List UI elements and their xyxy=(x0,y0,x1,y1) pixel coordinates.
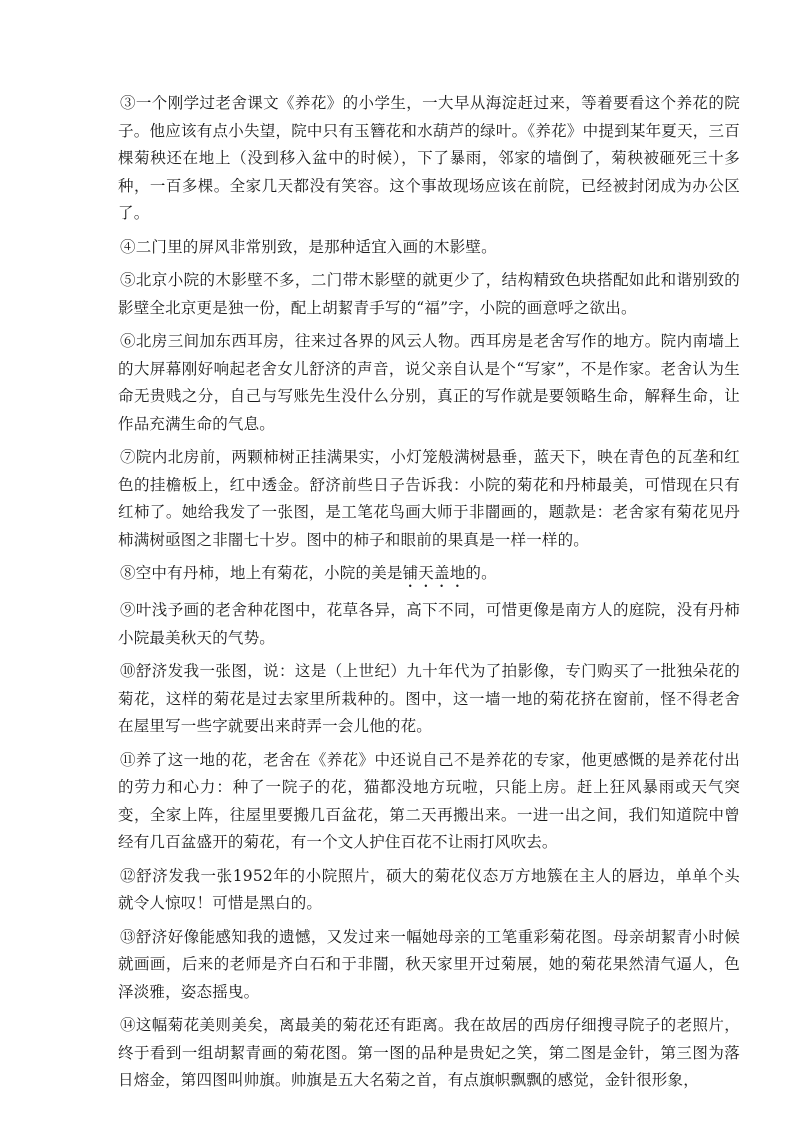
paragraph-13 xyxy=(118,924,740,1007)
paragraph-11 xyxy=(118,747,740,857)
paragraph-text-post: 的。 xyxy=(465,564,497,582)
paragraph-12 xyxy=(118,863,740,918)
paragraph-text-pre: 空中有丹柿，地上有菊花，小院的美是 xyxy=(135,564,403,582)
paragraph-14 xyxy=(118,1012,740,1095)
paragraph-number: ⑭ xyxy=(120,1016,136,1034)
paragraph-number: ⑧ xyxy=(120,564,136,582)
paragraph-text: 舒济好像能感知我的遗憾，又发过来一幅她母亲的工笔重彩菊花图。母亲胡絜青小时候就画画，后来的老师是齐白石和于非闇，秋天家里开过菊展，她的菊花果然清气逼人，色泽淡雅，姿态摇曳。 xyxy=(118,927,740,1001)
paragraph-number: ⑤ xyxy=(120,271,136,289)
paragraph-text: 二门里的屏风非常别致，是那种适宜入画的木影壁。 xyxy=(135,237,497,256)
paragraph-8 xyxy=(118,560,740,591)
paragraph-number: ⑦ xyxy=(120,448,136,466)
paragraph-number: ③ xyxy=(120,94,136,112)
paragraph-number: ⑨ xyxy=(120,601,136,619)
paragraph-text: 舒济发我一张1952年的小院照片，硕大的菊花仪态万方地簇在主人的唇边，单单个头就令人惊叹！可惜是黑白的。 xyxy=(118,866,741,912)
paragraph-text: 叶浅予画的老舍种花图中，花草各异，高下不同，可惜更像是南方人的庭院，没有丹柿小院最美秋天的气势。 xyxy=(118,601,740,647)
paragraph-text: 舒济发我一张图，说：这是（上世纪）九十年代为了拍影像，专门购买了一批独朵花的菊花，这样的菊花是过去家里所栽种的。图中，这一墙一地的菊花挤在窗前，怪不得老舍在屋里写一些字就要出来莳弄一会儿他的花。 xyxy=(118,662,740,735)
paragraph-text: 北房三间加东西耳房，往来过各界的风云人物。西耳房是老舍写作的地方。院内南墙上的大屏幕刚好响起老舍女儿舒济的声音，说父亲自认是个“写家”，不是作家。老舍认为生命无贵贱之分，自己与写账先生没什么分别，真正的写作就是要领略生命，解释生命，让作品充满生命的气息。 xyxy=(118,332,740,433)
paragraph-text: 北京小院的木影壁不多，二门带木影壁的就更少了，结构精致色块搭配如此和谐别致的影壁全北京更是独一份，配上胡絜青手写的“福”字，小院的画意呼之欲出。 xyxy=(118,271,740,317)
paragraph-6 xyxy=(118,328,740,438)
emphasized-phrase: 铺天盖地 xyxy=(402,564,466,582)
paragraph-text: 这幅菊花美则美矣，离最美的菊花还有距离。我在故居的西房仔细搜寻院子的老照片，终于看到一组胡絜青画的菊花图。第一图的品种是贵妃之笑，第二图是金针，第三图为落日熔金，第四图叫帅旗。帅旗是五大名菊之首，有点旗帜飘飘的感觉，金针很形象， xyxy=(118,1016,740,1089)
paragraph-text: 一个刚学过老舍课文《养花》的小学生，一大早从海淀赶过来，等着要看这个养花的院子。他应该有点小失望，院中只有玉簪花和水葫芦的绿叶。《养花》中提到某年夏天，三百棵菊秧还在地上（没到移入盆中的时候），下了暴雨，邻家的墙倒了，菊秧被砸死三十多种，一百多棵。全家几天都没有笑容。这个事故现场应该在前院，已经被封闭成为办公区了。 xyxy=(118,94,740,222)
paragraph-number: ⑬ xyxy=(120,927,136,946)
paragraph-text: 养了这一地的花，老舍在《养花》中还说自己不是养花的专家，他更感慨的是养花付出的劳力和心力：种了一院子的花，猫都没地方玩啦，只能上房。赶上狂风暴雨或天气突变，全家上阵，往屋里要搬几百盆花，第二天再搬出来。一进一出之间，我们知道院中曾经有几百盆盛开的菊花，有一个文人护住百花不让雨打风吹去。 xyxy=(118,750,740,851)
paragraph-5 xyxy=(118,267,740,322)
paragraph-number: ⑥ xyxy=(120,332,136,350)
paragraph-number: ⑪ xyxy=(120,750,136,769)
paragraph-9 xyxy=(118,597,740,652)
paragraph-text: 院内北房前，两颗柿树正挂满果实，小灯笼般满树悬垂，蓝天下，映在青色的瓦垄和红色的挂檐板上，红中透金。舒济前些日子告诉我：小院的菊花和丹柿最美，可惜现在只有红柿了。她给我发了一张图，是工笔花鸟画大师于非闇画的，题款是：老舍家有菊花见丹柿满树亟图之非闇七十岁。图中的柿子和眼前的果真是一样一样的。 xyxy=(118,448,740,549)
paragraph-10 xyxy=(118,658,740,741)
paragraph-number: ④ xyxy=(120,237,136,256)
paragraph-4 xyxy=(118,234,740,262)
paragraph-7 xyxy=(118,444,740,554)
paragraph-3 xyxy=(118,90,740,228)
paragraph-number: ⑫ xyxy=(120,866,137,885)
paragraph-number: ⑩ xyxy=(120,662,136,680)
